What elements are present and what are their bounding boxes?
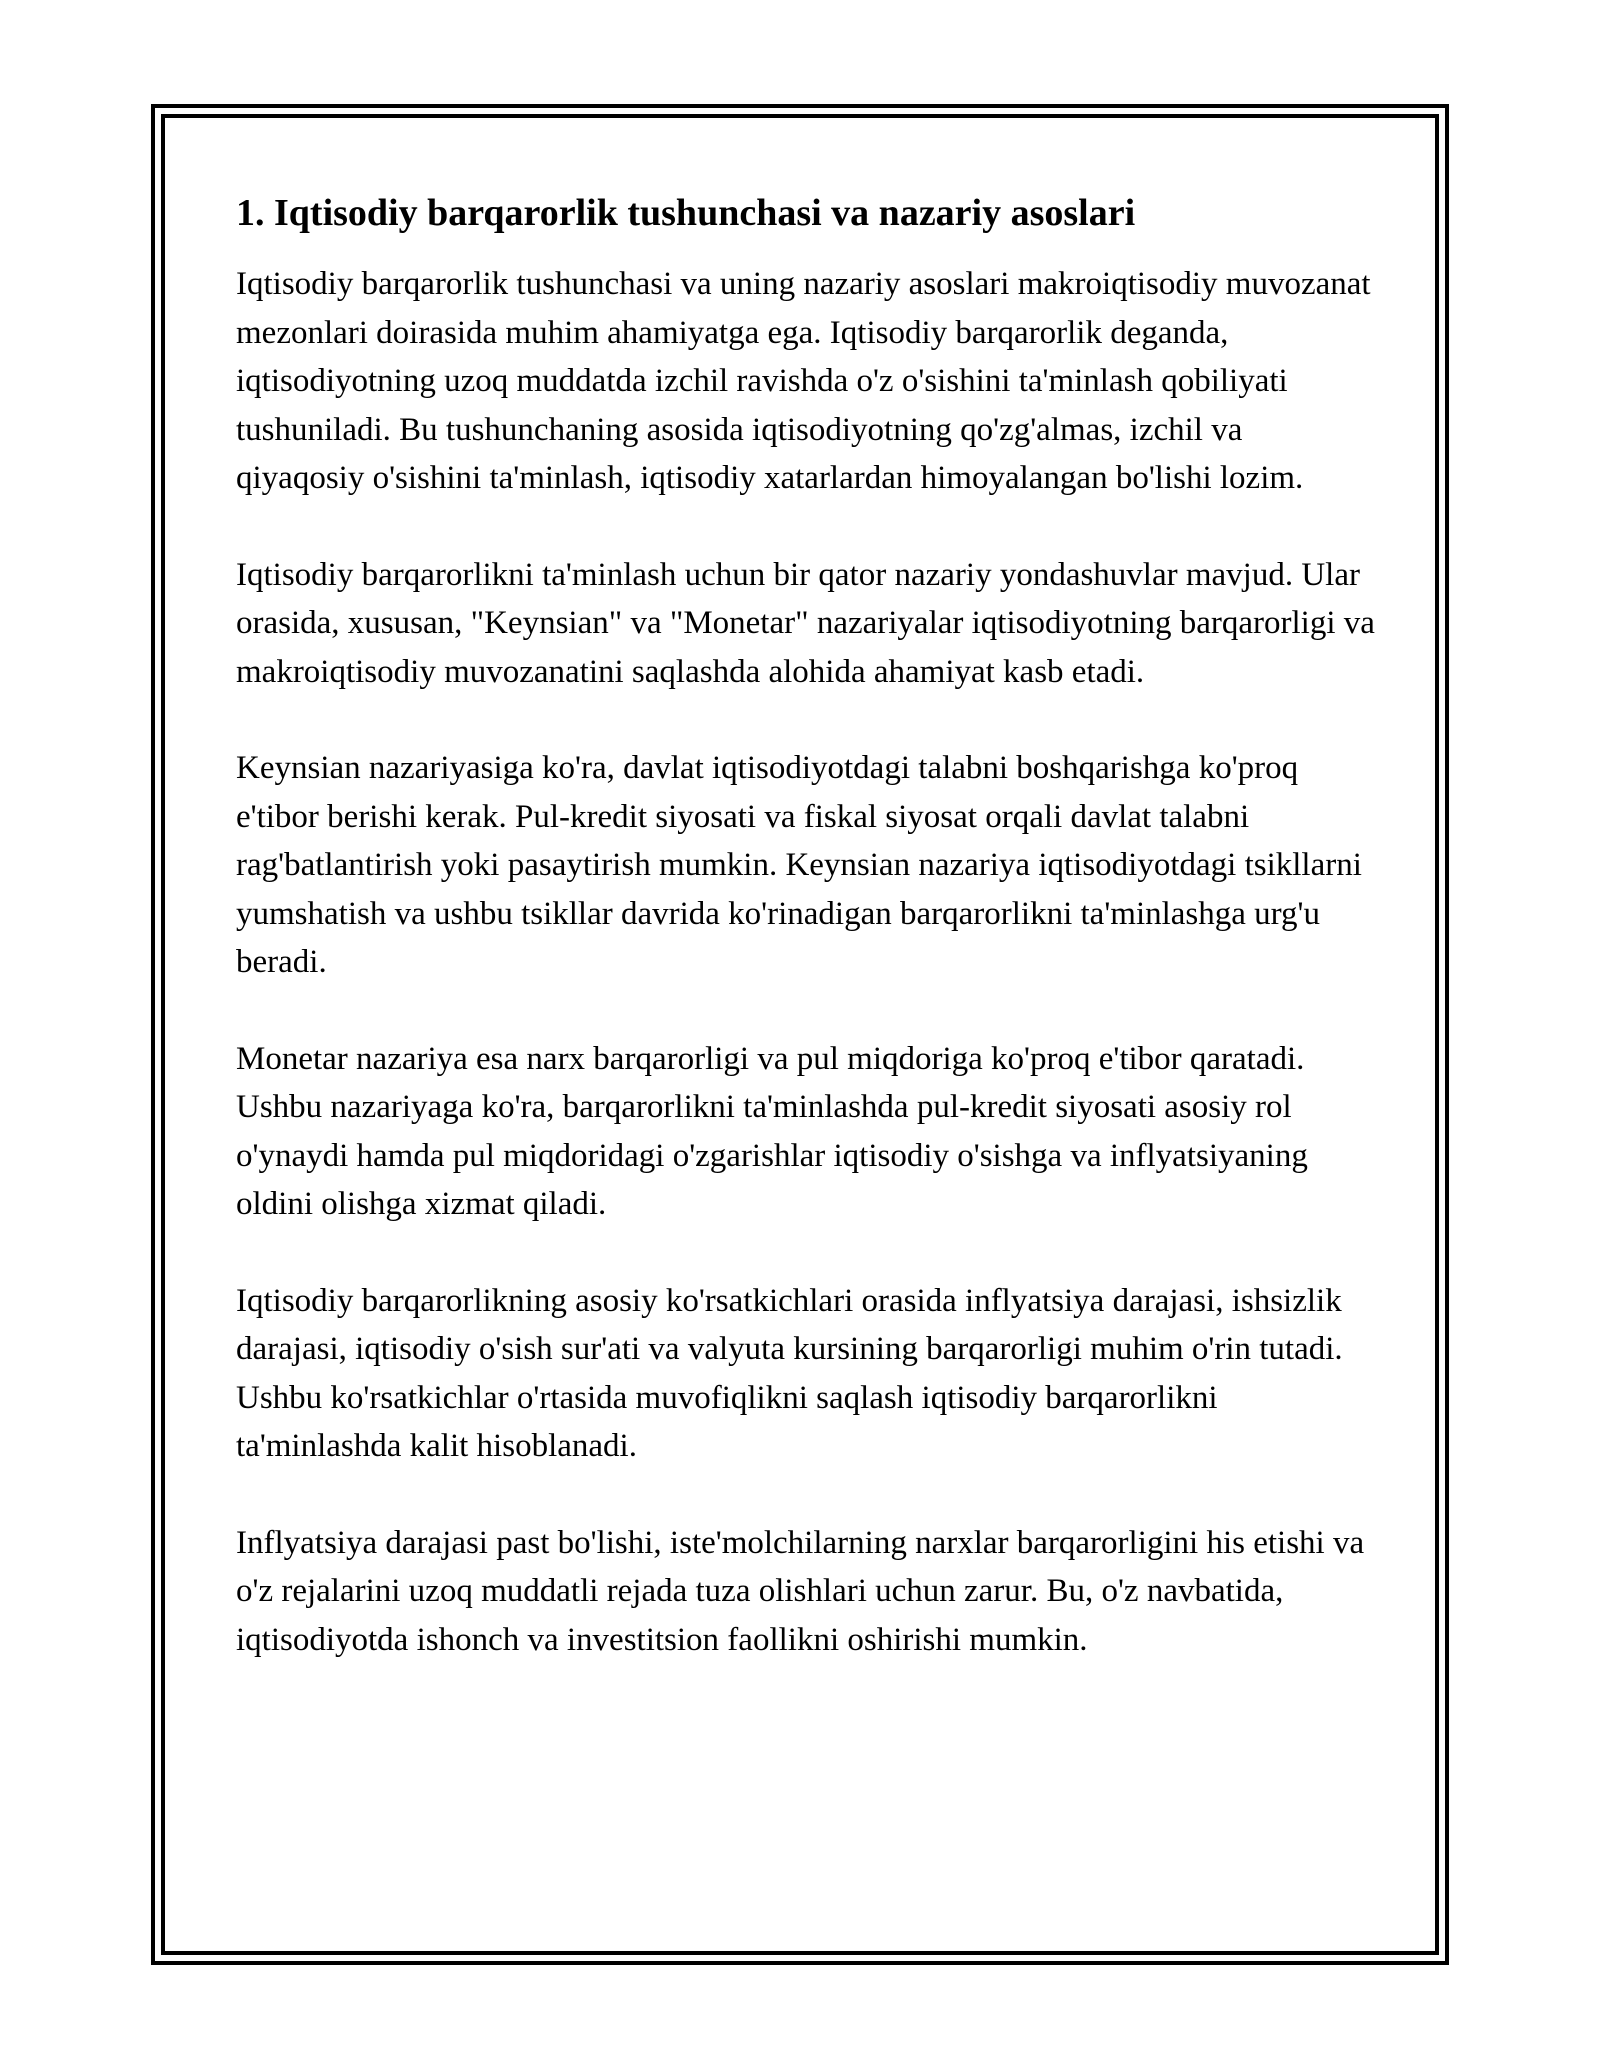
paragraph-5: Iqtisodiy barqarorlikning asosiy ko'rsatkichlari orasida inflyatsiya darajasi, ishsizlik darajasi, iqtisodiy o'sish sur'ati va valyuta kursining barqarorligi muhim o'rin tutadi. Ushbu ko'rsatkichlar o'rtasida muvofiqlikni saqlash iqtisodiy barqarorlikni ta'minlashda kalit hisoblanadi. [236,1282,1343,1464]
paragraph-3: Keynsian nazariyasiga ko'ra, davlat iqtisodiyotdagi talabni boshqarishga ko'proq e'tibor berishi kerak. Pul-kredit siyosati va fiskal siyosat orqali davlat talabni rag'batlantirish yoki pasaytirish mumkin. Keynsian nazariya iqtisodiyotdagi tsikllarni yumshatish va ushbu tsikllar davrida ko'rinadigan barqarorlikni ta'minlashga urg'u beradi. [236,750,1362,980]
section-heading: 1. Iqtisodiy barqarorlik tushunchasi va nazariy asoslari [236,192,1136,234]
paragraph-6: Inflyatsiya darajasi past bo'lishi, iste'molchilarning narxlar barqarorligini his etishi va o'z rejalarini uzoq muddatli rejada tuza olishlari uchun zarur. Bu, o'z navbatida, iqtisodiyotda ishonch va investitsion faollikni oshirishi mumkin. [236,1524,1365,1658]
paragraph-1: Iqtisodiy barqarorlik tushunchasi va uning nazariy asoslari makroiqtisodiy muvozanat mezonlari doirasida muhim ahamiyatga ega. Iqtisodiy barqarorlik deganda, iqtisodiyotning uzoq muddatda izchil ravishda o'z o'sishini ta'minlash qobiliyati tushuniladi. Bu tushunchaning asosida iqtisodiyotning qo'zg'almas, izchil va qiyaqosiy o'sishini ta'minlash, iqtisodiy xatarlardan himoyalangan bo'lishi lozim. [236,266,1371,496]
paragraph-4: Monetar nazariya esa narx barqarorligi va pul miqdoriga ko'proq e'tibor qaratadi. Ushbu nazariyaga ko'ra, barqarorlikni ta'minlashda pul-kredit siyosati asosiy rol o'ynaydi hamda pul miqdoridagi o'zgarishlar iqtisodiy o'sishga va inflyatsiyaning oldini olishga xizmat qiladi. [236,1040,1308,1222]
document-body [236,188,1376,1712]
paragraph-2: Iqtisodiy barqarorlikni ta'minlash uchun bir qator nazariy yondashuvlar mavjud. Ular orasida, xususan, "Keynsian" va "Monetar" nazariyalar iqtisodiyotning barqarorligi va makroiqtisodiy muvozanatini saqlashda alohida ahamiyat kasb etadi. [236,556,1375,690]
